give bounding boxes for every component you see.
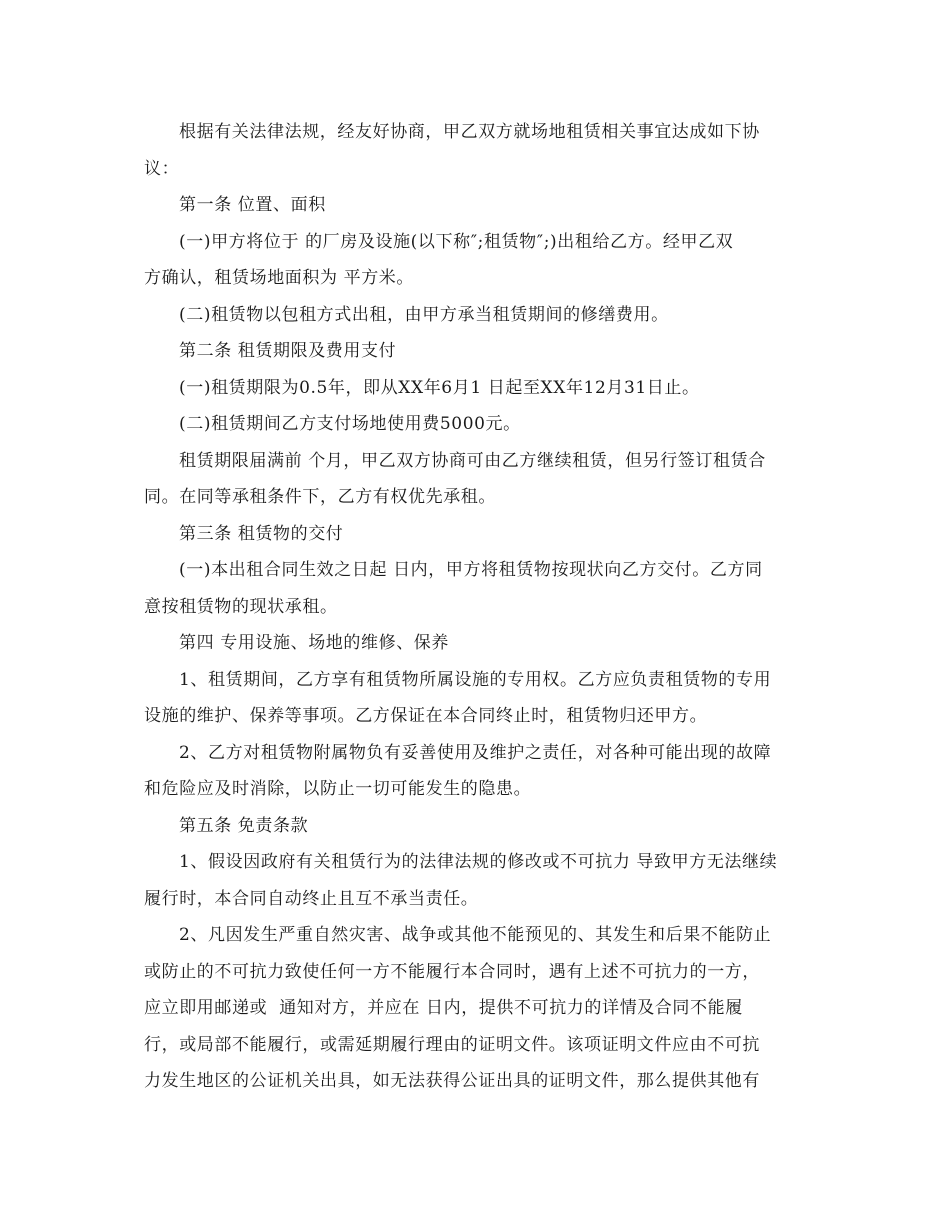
paragraph-line: 应立即用邮递或 通知对方，并应在 日内，提供不可抗力的详情及合同不能履	[144, 998, 743, 1018]
section-heading: 第五条 免责条款	[179, 815, 309, 836]
section-heading: 第二条 租赁期限及费用支付	[179, 341, 397, 361]
paragraph-line: (一)租赁期限为0.5年，即从XX年6月1 日起至XX年12月31日止。	[179, 377, 700, 398]
paragraph-line: 力发生地区的公证机关出具，如无法获得公证出具的证明文件，那么提供其他有	[144, 1071, 760, 1091]
paragraph-line: (一)甲方将位于 的厂房及设施(以下称″;租赁物″;)出租给乙方。经甲乙双	[179, 231, 734, 252]
paragraph-line: 2、凡因发生严重自然灾害、战争或其他不能预见的、其发生和后果不能防止	[179, 925, 772, 945]
paragraph-line: 意按租赁物的现状承租。	[144, 596, 338, 617]
section-heading: 第一条 位置、面积	[179, 195, 326, 215]
section-heading: 第三条 租赁物的交付	[179, 523, 344, 544]
paragraph-line: 同。在同等承租条件下，乙方有权优先承租。	[144, 487, 496, 507]
paragraph-line: 根据有关法律法规，经友好协商，甲乙双方就场地租赁相关事宜达成如下协	[179, 122, 760, 142]
paragraph-line: 2、乙方对租赁物附属物负有妥善使用及维护之责任，对各种可能出现的故障	[179, 742, 772, 763]
paragraph-line: 行，或局部不能履行，或需延期履行理由的证明文件。该项证明文件应由不可抗	[144, 1034, 760, 1055]
paragraph-line: 1、假设因政府有关租赁行为的法律法规的修改或不可抗力 导致甲方无法继续	[179, 852, 778, 872]
paragraph-line: (二)租赁期间乙方支付场地使用费5000元。	[179, 414, 521, 434]
paragraph-line: 租赁期限届满前 个月，甲乙双方协商可由乙方继续租赁，但另行签订租赁合	[179, 450, 766, 471]
paragraph-line: 设施的维护、保养等事项。乙方保证在本合同终止时，租赁物归还甲方。	[144, 706, 708, 726]
paragraph-line: 1、租赁期间，乙方享有租赁物所属设施的专用权。乙方应负责租赁物的专用	[179, 669, 772, 690]
document-body	[144, 114, 806, 1100]
paragraph-line: 或防止的不可抗力致使任何一方不能履行本合同时，遇有上述不可抗力的一方，	[144, 961, 760, 982]
paragraph-line: 和危险应及时消除，以防止一切可能发生的隐患。	[144, 779, 532, 799]
paragraph-line: (一)本出租合同生效之日起 日内，甲方将租赁物按现状向乙方交付。乙方同	[179, 560, 763, 580]
section-heading: 第四 专用设施、场地的维修、保养	[179, 633, 450, 653]
paragraph-line: (二)租赁物以包租方式出租，由甲方承当租赁期间的修缮费用。	[179, 304, 669, 325]
paragraph-line: 议：	[144, 158, 180, 179]
paragraph-line: 方确认，租赁场地面积为 平方米。	[144, 268, 415, 288]
paragraph-line: 履行时，本合同自动终止且互不承当责任。	[144, 888, 479, 909]
